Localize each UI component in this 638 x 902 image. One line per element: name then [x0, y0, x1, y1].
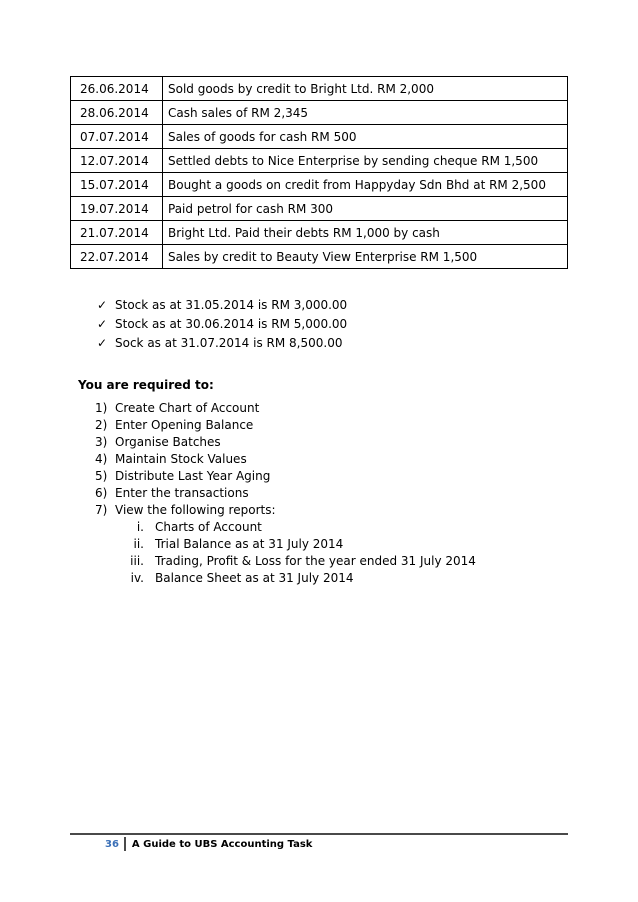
date-cell: 12.07.2014: [71, 149, 163, 173]
task-number: 7): [95, 503, 108, 517]
table-row: [71, 173, 568, 197]
task-number: 5): [95, 469, 108, 483]
footer-rule: [70, 833, 568, 835]
description-cell: Sales of goods for cash RM 500: [163, 125, 568, 149]
description-cell: Bought a goods on credit from Happyday Sdn Bhd at RM 2,500: [163, 173, 568, 197]
date-cell: 15.07.2014: [71, 173, 163, 197]
list-item: [97, 315, 347, 334]
description-cell: Bright Ltd. Paid their debts RM 1,000 by cash: [163, 221, 568, 245]
list-item: [95, 400, 276, 417]
checkmark-icon: ✓: [97, 336, 108, 350]
page-number: 36: [105, 838, 119, 850]
stock-note-text: Stock as at 31.05.2014 is RM 3,000.00: [115, 298, 348, 312]
footer-separator: [124, 837, 126, 851]
table-row: [71, 125, 568, 149]
list-item: [97, 334, 347, 353]
description-cell: Sales by credit to Beauty View Enterprise RM 1,500: [163, 245, 568, 269]
task-text: Create Chart of Account: [115, 401, 260, 415]
list-item: [95, 502, 276, 519]
stock-note-text: Sock as at 31.07.2014 is RM 8,500.00: [115, 336, 343, 350]
table-row: [71, 197, 568, 221]
task-text: Distribute Last Year Aging: [115, 469, 271, 483]
task-number: 1): [95, 401, 108, 415]
list-item: [95, 417, 276, 434]
checkmark-icon: ✓: [97, 317, 108, 331]
task-number: 3): [95, 435, 108, 449]
table-row: [71, 245, 568, 269]
table-row: [71, 149, 568, 173]
task-number: 2): [95, 418, 108, 432]
date-cell: 28.06.2014: [71, 101, 163, 125]
description-cell: Cash sales of RM 2,345: [163, 101, 568, 125]
task-text: Enter the transactions: [115, 486, 249, 500]
task-list: [95, 400, 276, 519]
table-row: [71, 101, 568, 125]
report-number: iii.: [130, 554, 144, 568]
list-item: [95, 451, 276, 468]
date-cell: 19.07.2014: [71, 197, 163, 221]
task-text: Organise Batches: [115, 435, 221, 449]
list-item: [95, 434, 276, 451]
report-text: Trading, Profit & Loss for the year ended 31 July 2014: [155, 554, 476, 568]
list-item: [120, 519, 476, 536]
table-row: [71, 221, 568, 245]
task-text: Enter Opening Balance: [115, 418, 254, 432]
report-list: [120, 519, 476, 587]
task-number: 4): [95, 452, 108, 466]
required-heading: You are required to:: [78, 378, 214, 392]
report-number: iv.: [130, 571, 144, 585]
list-item: [97, 296, 347, 315]
date-cell: 22.07.2014: [71, 245, 163, 269]
table-row: [71, 77, 568, 101]
task-text: View the following reports:: [115, 503, 276, 517]
transactions-table: [70, 76, 568, 269]
report-number: i.: [136, 520, 144, 534]
list-item: [95, 468, 276, 485]
date-cell: 21.07.2014: [71, 221, 163, 245]
stock-note-text: Stock as at 30.06.2014 is RM 5,000.00: [115, 317, 348, 331]
list-item: [120, 553, 476, 570]
page-footer: [105, 837, 312, 851]
description-cell: Sold goods by credit to Bright Ltd. RM 2,000: [163, 77, 568, 101]
description-cell: Settled debts to Nice Enterprise by sending cheque RM 1,500: [163, 149, 568, 173]
task-number: 6): [95, 486, 108, 500]
checkmark-icon: ✓: [97, 298, 108, 312]
footer-title: A Guide to UBS Accounting Task: [131, 838, 313, 850]
date-cell: 07.07.2014: [71, 125, 163, 149]
list-item: [95, 485, 276, 502]
report-number: ii.: [133, 537, 144, 551]
list-item: [120, 570, 476, 587]
stock-notes-list: [97, 296, 347, 353]
description-cell: Paid petrol for cash RM 300: [163, 197, 568, 221]
list-item: [120, 536, 476, 553]
report-text: Balance Sheet as at 31 July 2014: [155, 571, 354, 585]
date-cell: 26.06.2014: [71, 77, 163, 101]
report-text: Charts of Account: [155, 520, 262, 534]
task-text: Maintain Stock Values: [115, 452, 247, 466]
report-text: Trial Balance as at 31 July 2014: [155, 537, 344, 551]
